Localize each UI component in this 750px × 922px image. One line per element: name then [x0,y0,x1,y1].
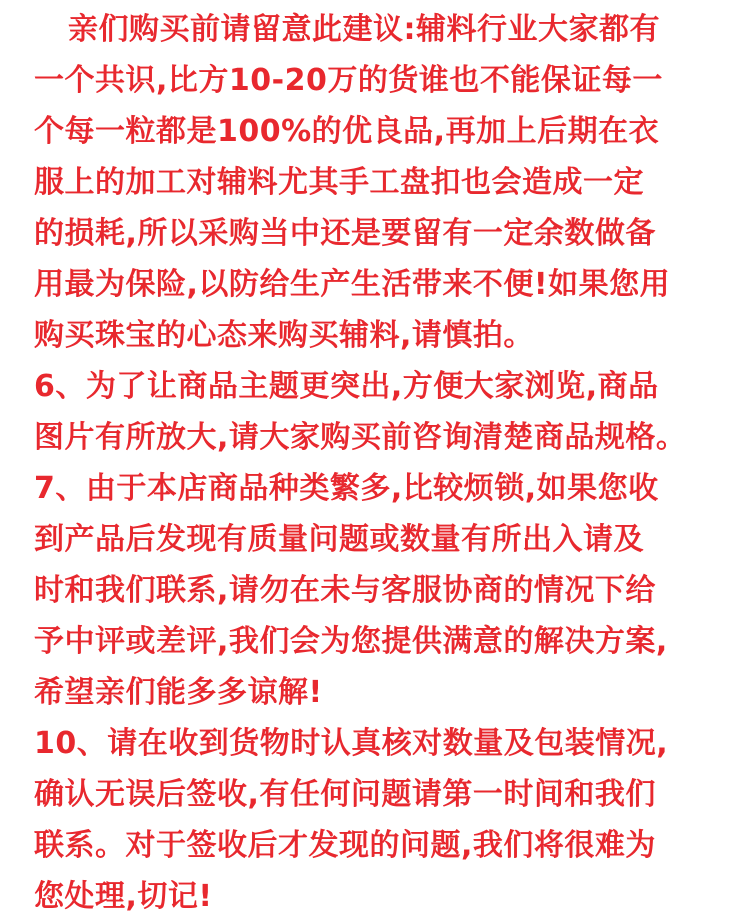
notice-item-10-line: 联系。对于签收后才发现的问题,我们将很难为 [34,828,656,863]
notice-item-6-line: 图片有所放大,请大家购买前咨询清楚商品规格。 [34,420,687,455]
notice-item-7-line: 到产品后发现有质量问题或数量有所出入请及 [34,522,644,557]
notice-item-10-line: 10、请在收到货物时认真核对数量及包装情况, [34,726,669,761]
notice-line: 亲们购买前请留意此建议:辅料行业大家都有 [68,12,660,47]
notice-item-7-line: 7、由于本店商品种类繁多,比较烦锁,如果您收 [34,471,659,506]
notice-line: 用最为保险,以防给生产生活带来不便!如果您用 [34,267,671,302]
notice-item-7-line: 时和我们联系,请勿在未与客服协商的情况下给 [34,573,656,608]
notice-line: 个每一粒都是100%的优良品,再加上后期在衣 [34,114,660,149]
notice-line: 的损耗,所以采购当中还是要留有一定余数做备 [34,216,656,251]
notice-item-7-line: 希望亲们能多多谅解! [34,675,323,710]
notice-item-10-line: 确认无误后签收,有任何问题请第一时间和我们 [34,777,656,812]
notice-item-7-line: 予中评或差评,我们会为您提供满意的解决方案, [34,624,668,659]
notice-item-6-line: 6、为了让商品主题更突出,方便大家浏览,商品 [34,369,659,404]
notice-line: 购买珠宝的心态来购买辅料,请慎拍。 [34,318,534,353]
notice-item-10-line: 您处理,切记! [34,879,213,914]
notice-line: 服上的加工对辅料尤其手工盘扣也会造成一定 [34,165,644,200]
notice-line: 一个共识,比方10-20万的货谁也不能保证每一 [34,63,663,98]
